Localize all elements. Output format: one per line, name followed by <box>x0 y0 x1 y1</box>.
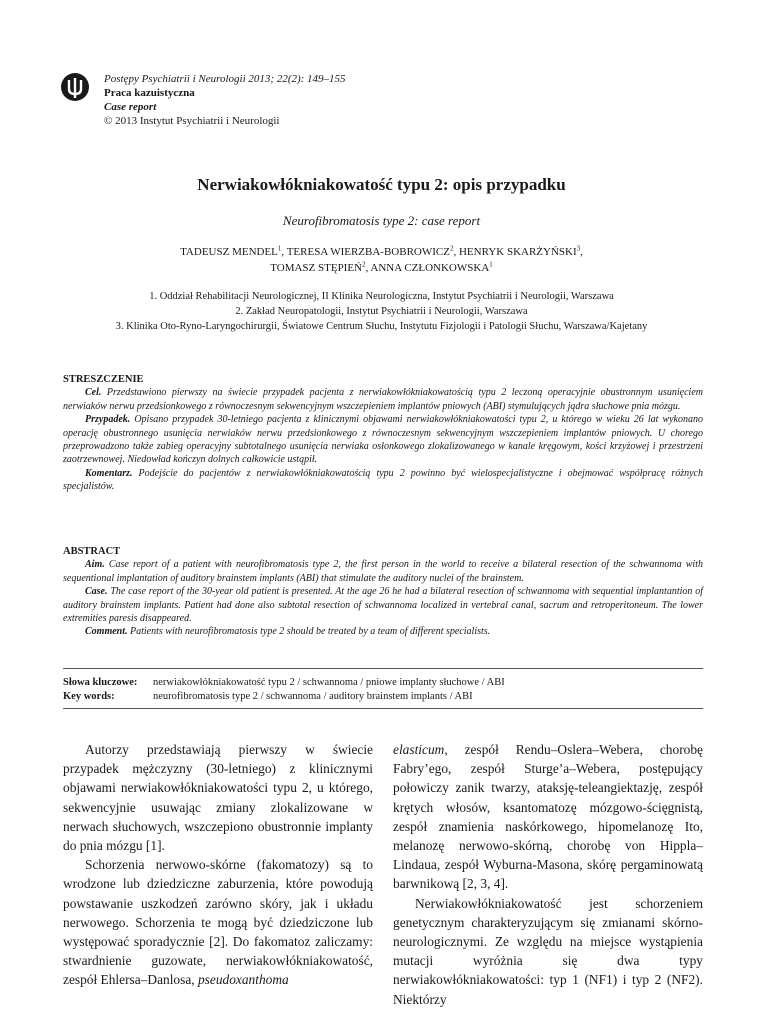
author-affiliation-mark: 3 <box>576 244 581 253</box>
author-name: , HENRYK SKARŻYŃSKI <box>453 246 577 258</box>
affiliation-item: 1. Oddział Rehabilitacji Neurologicznej, II Klinika Neurologiczna, Instytut Psychiatrii i Neurologii, Warszawa <box>149 291 614 302</box>
body-paragraph <box>393 740 703 894</box>
journal-logo-icon <box>60 72 90 102</box>
cel-label: Cel. <box>85 387 102 399</box>
affiliation-item: 2. Zakład Neuropatologii, Instytut Psychiatrii i Neurologii, Warszawa <box>235 306 528 317</box>
author-affiliation-mark: 2 <box>362 260 366 269</box>
przypadek-label: Przypadek. <box>85 414 131 426</box>
affiliation-list <box>0 289 763 334</box>
article-subtitle: Neurofibromatosis type 2: case report <box>282 213 481 228</box>
aim-label: Aim. <box>85 559 105 571</box>
author-name: , ANNA CZŁONKOWSKA <box>365 262 490 274</box>
keywords-en-label: Key words: <box>63 691 115 702</box>
comment-label: Comment. <box>85 626 128 638</box>
journal-citation: Postępy Psychiatrii i Neurologii 2013; 22(2): 149–155 <box>104 73 346 85</box>
article-type-pl: Praca kazuistyczna <box>104 87 195 99</box>
author-name: TOMASZ STĘPIEŃ <box>270 262 363 274</box>
keywords-block <box>63 676 505 704</box>
streszczenie-heading: STRESZCZENIE <box>63 374 144 385</box>
body-text-italic: pseudoxanthoma <box>197 972 289 988</box>
author-name: TADEUSZ MENDEL <box>180 246 278 258</box>
author-name: , TERESA WIERZBA-BOBROWICZ <box>281 246 450 258</box>
aim-text: Case report of a patient with neurofibromatosis type 2, the first person in the world to receive a bilateral resection of the schwannoma with sequentional implantation of auditory brainstem implants (ABI) that stimulate the auditory nuclei of the brainstem. <box>63 559 703 584</box>
copyright-line: © 2013 Instytut Psychiatrii i Neurologii <box>104 115 280 127</box>
keywords-pl: nerwiakowłókniakowatość typu 2 / schwannoma / pniowe implanty słuchowe / ABI <box>153 677 505 688</box>
author-separator: , <box>580 246 583 258</box>
streszczenie-section <box>63 373 703 494</box>
body-text: Schorzenia nerwowo-skórne (fakomatozy) są to wrodzone lub dziedziczne zaburzenia, które powodują powstawanie uszkodzeń zarówno skóry, jak i układu nerwowego. Schorzenia te mogą być dziedziczone lub występować sporadycznie [2]. Do fakomatoz zaliczamy: stwardnienie guzowate, nerwiakowłókniakowatość, zespół Ehlersa–Danlosa, <box>63 857 373 988</box>
divider <box>63 668 703 669</box>
streszczenie-cel <box>63 386 703 413</box>
abstract-comment <box>63 625 703 638</box>
keywords-pl-label: Słowa kluczowe: <box>63 677 138 688</box>
author-affiliation-mark: 1 <box>489 260 493 269</box>
streszczenie-komentarz <box>63 467 703 494</box>
abstract-heading: ABSTRACT <box>63 546 121 557</box>
comment-text: Patients with neurofibromatosis type 2 should be treated by a team of different specialists. <box>127 626 491 638</box>
author-list <box>0 244 763 276</box>
author-affiliation-mark: 2 <box>449 244 454 253</box>
author-affiliation-mark: 1 <box>277 244 282 253</box>
body-text: , zespół Rendu–Oslera–Webera, chorobę Fabry’ego, zespół Sturge’a–Webera, postępujący połowiczy zanik twarzy, ataksję-teleangiektazję, zespół krętych włosów, ksantomatozę mózgowo-ścięgnistą, zespół znamienia naskórkowego, hipomelanozę Ito, melanozę nerwowo-skórną, chorobę von Hippla–Lindaua, zespół Wyburna-Masona, skórę pergaminowatą barwnikową [2, 3, 4]. <box>393 742 703 892</box>
case-label: Case. <box>85 586 108 598</box>
komentarz-text: Podejście do pacjentów z nerwiakowłókniakowatością typu 2 powinno być wielospecjalistyczne i obejmować współpracę różnych specjalistów. <box>63 467 703 493</box>
article-title: Nerwiakowłókniakowatość typu 2: opis przypadku <box>197 175 566 194</box>
body-paragraph: Autorzy przedstawiają pierwszy w świecie przypadek mężczyzny (30-letniego) z klinicznymi objawami nerwiakowłókniakowatości typu 2, u którego, sekwencyjnie usuwając zmiany zlokalizowane w nerwach słuchowych, wszczepiono obustronnie implanty do pnia mózgu [1]. <box>63 742 373 854</box>
abstract-case <box>63 585 703 625</box>
journal-header <box>104 72 346 128</box>
divider <box>63 708 703 709</box>
case-text: The case report of the 30-year old patient is presented. At the age 26 he had a bilateral resection of schwannoma with sequential implantantion of auditory brainstem implants. Patient had done also subtotal resection of schwannoma localized in vertebral canal, sacrum and retroperitoneum. The lower extremities paresis disappeared. <box>63 586 703 625</box>
keywords-en: neurofibromatosis type 2 / schwannoma / auditory brainstem implants / ABI <box>153 691 473 702</box>
przypadek-text: Opisano przypadek 30-letniego pacjenta z klinicznymi objawami nerwiakowłókniakowatości typu 2, u którego w wieku 26 lat wykonano operację obustronnego usunięcia nerwiaków nerwu przedsionkowego z równoczesnym sekwencyjnym wszczepieniem implantów pniowych. U chorego przeprowadzono także zabieg operacyjny subtotalnego usunięcia nerwiaka osłonkowego zlokalizowanego w kanale kręgowym, kości krzyżowej i przestrzeni zaotrzewnowej. Niedowład kończyn dolnych całkowicie ustąpił. <box>63 414 703 466</box>
body-paragraph: Nerwiakowłókniakowatość jest schorzeniem genetycznym charakteryzującym się zmianami skórno-neurologicznymi. Ze względu na miejsce wystąpienia mutacji wyróżnia się dwa typy nerwiakowłókniakowatości: typ 1 (NF1) i typ 2 (NF2). Niektórzy <box>393 895 703 1007</box>
komentarz-label: Komentarz. <box>85 467 133 479</box>
body-text-italic: elasticum <box>393 742 445 757</box>
article-type-en: Case report <box>104 101 157 113</box>
affiliation-item: 3. Klinika Oto-Ryno-Laryngochirurgii, Światowe Centrum Słuchu, Instytutu Fizjologii i Patologii Słuchu, Warszawa/Kajetany <box>115 321 648 332</box>
body-column-left <box>63 740 373 990</box>
body-paragraph <box>63 855 373 989</box>
abstract-aim <box>63 558 703 585</box>
streszczenie-przypadek <box>63 413 703 467</box>
body-column-right <box>393 740 703 1009</box>
cel-text: Przedstawiono pierwszy na świecie przypadek pacjenta z nerwiakowłókniakowatością typu 2 leczoną operacyjnie obustronnym usunięciem nerwiaków nerwu przedsionkowego z równoczesnym sekwencyjnym wszczepieniem implantów pniowych (ABI) stymulujących jądra słuchowe pnia mózgu. <box>63 387 703 412</box>
abstract-section <box>63 545 703 639</box>
